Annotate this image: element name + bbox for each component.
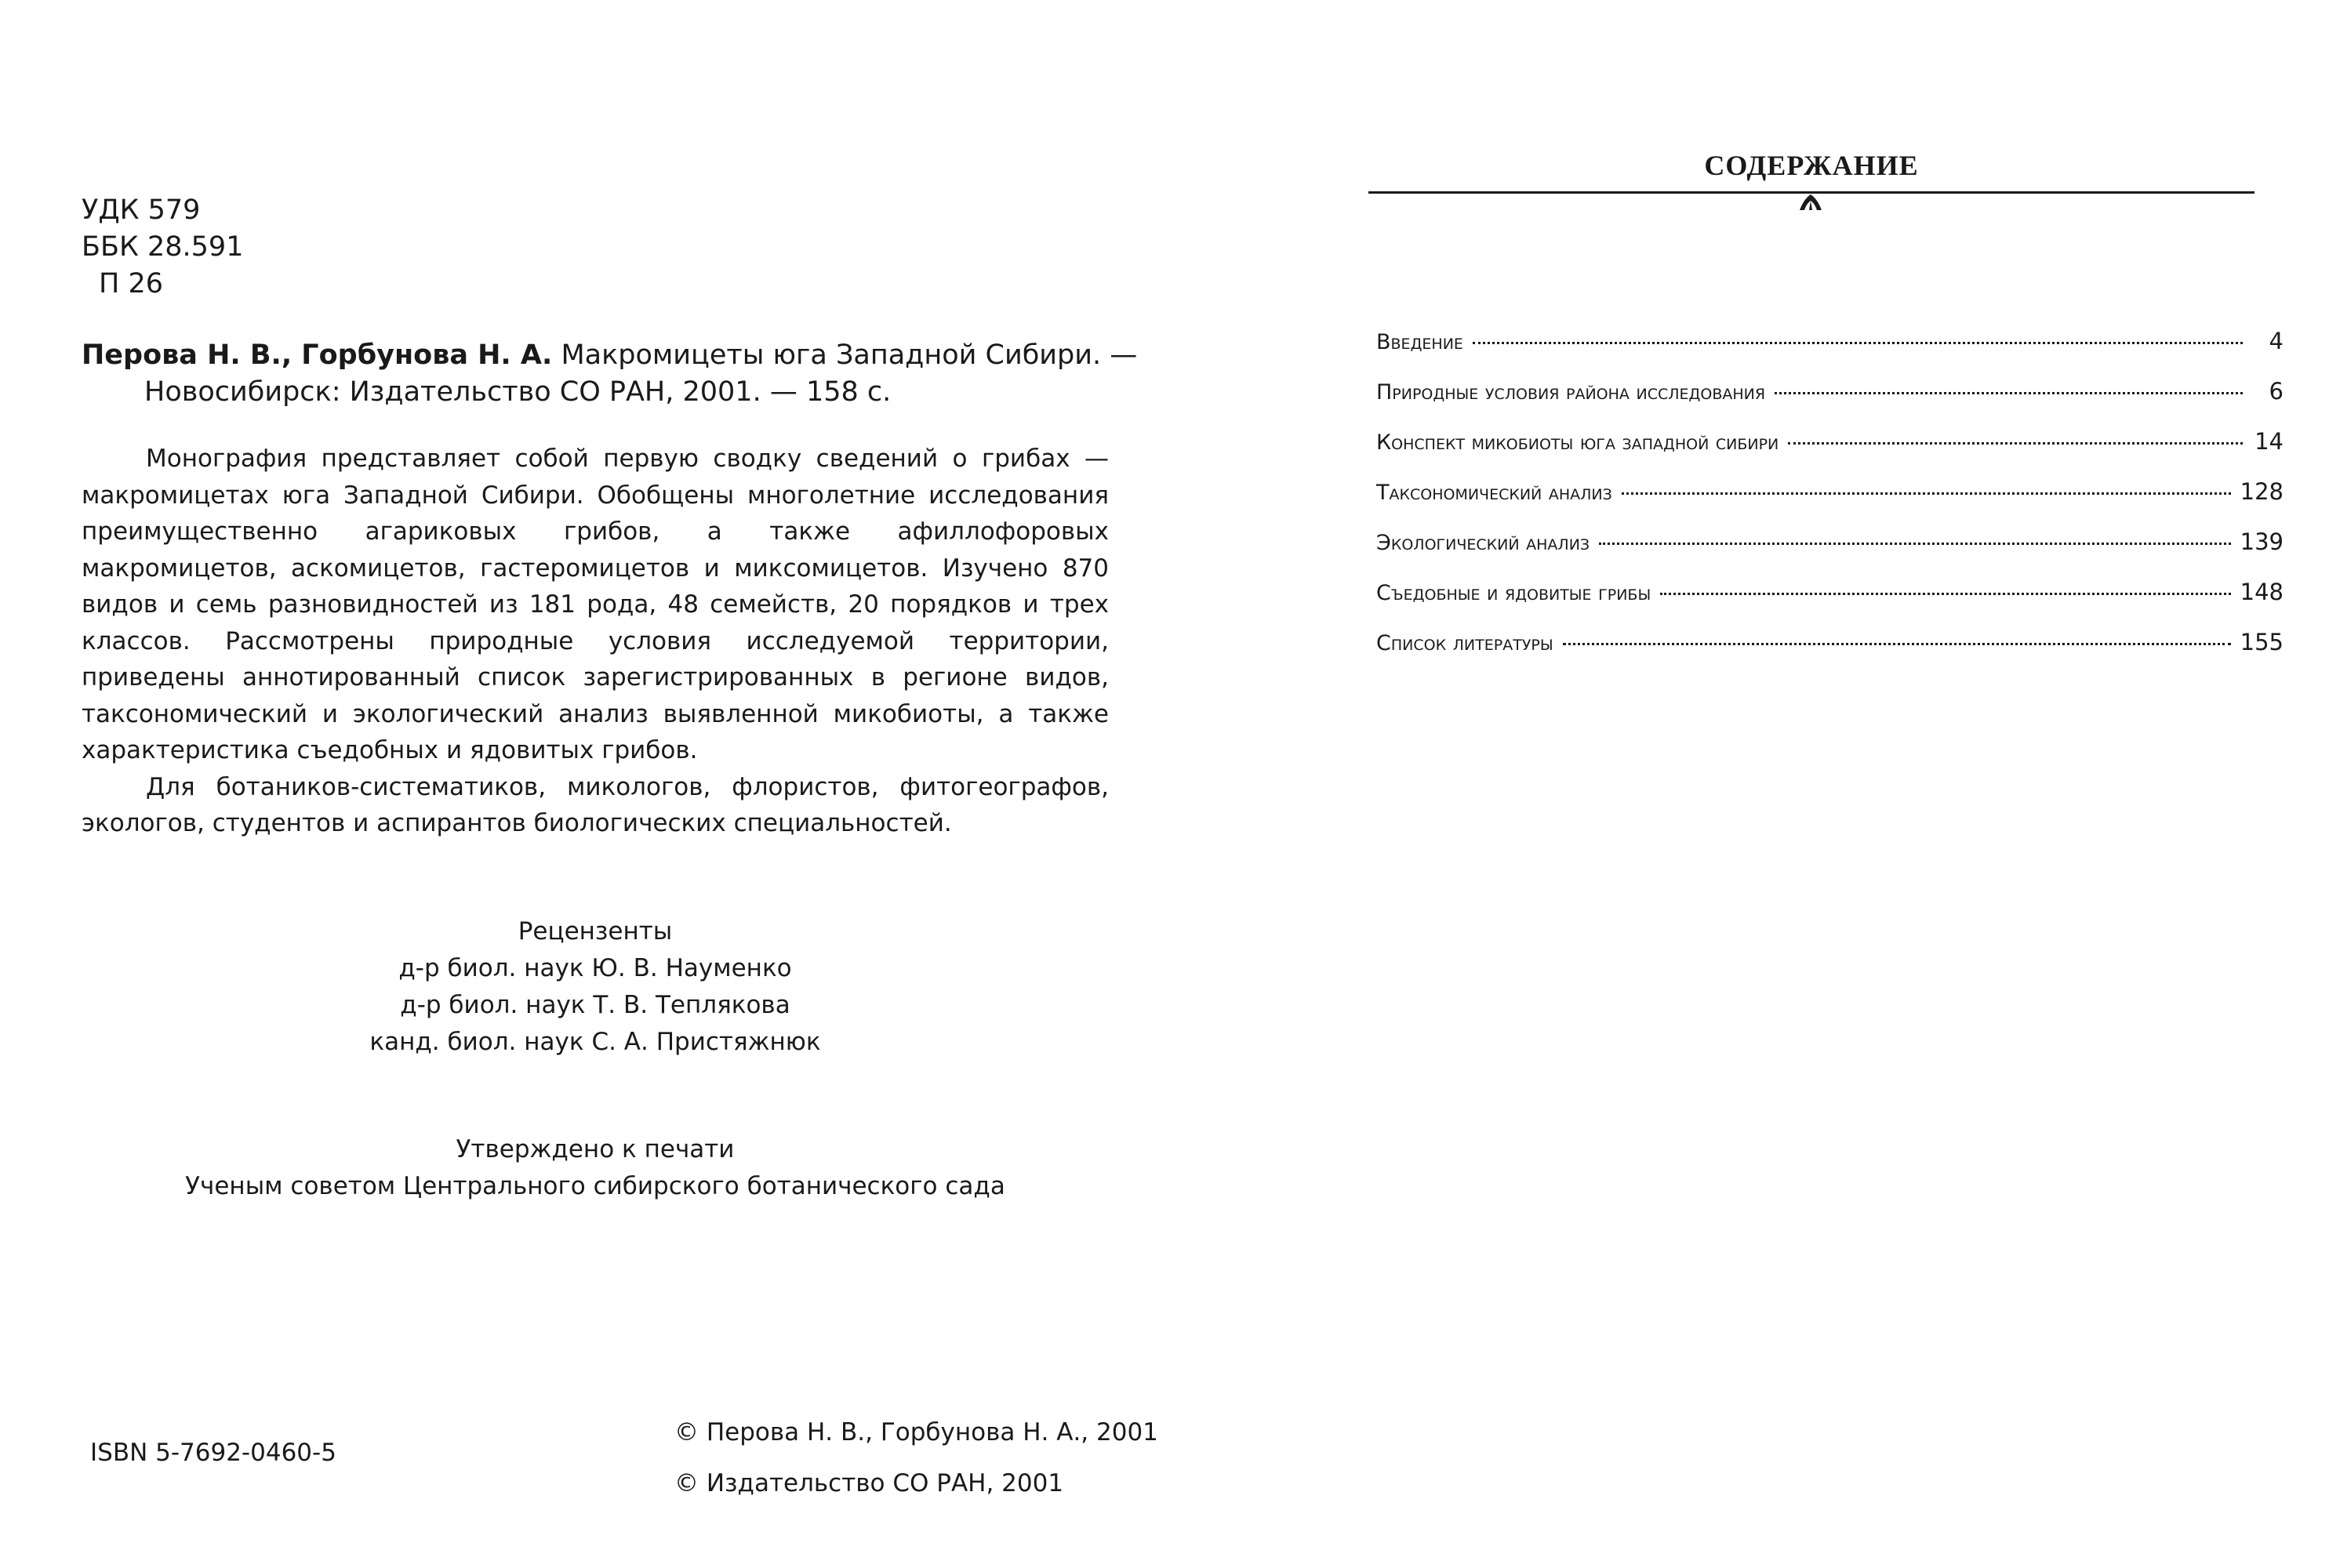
toc-entry-label: Список литературы [1376, 631, 1553, 655]
biblio-authors: Перова Н. В., Горбунова Н. А. [82, 339, 553, 371]
reviewer-name: канд. биол. наук С. А. Пристяжнюк [369, 1028, 821, 1056]
abstract [82, 441, 1109, 842]
udk-code: УДК 579 [82, 194, 201, 226]
copyright-publisher: © Издательство СО РАН, 2001 [674, 1469, 1064, 1497]
biblio-imprint: Новосибирск: Издательство СО РАН, 2001. — 158 с. [144, 376, 892, 408]
reviewers-block [82, 913, 1109, 1061]
copyright-block [674, 1407, 1158, 1509]
biblio-title: Макромицеты юга Западной Сибири. — [561, 339, 1138, 371]
leaf-ornament-icon [1795, 193, 1826, 212]
toc-leader-dots [1775, 392, 2243, 394]
abstract-paragraph: Для ботаников-систематиков, микологов, флористов, фитогеографов, экологов, студентов и аспирантов биологических специальностей. [82, 772, 1109, 837]
toc-entry-label: Природные условия района исследования [1376, 380, 1766, 405]
toc-leader-dots [1660, 593, 2230, 595]
toc-leader-dots [1622, 492, 2231, 495]
toc-entry-taxonomic-analysis[interactable] [1376, 478, 2284, 522]
toc-page-number: 14 [2255, 428, 2284, 455]
toc-page-number: 4 [2269, 328, 2284, 354]
toc-entry-label: Съедобные и ядовитые грибы [1376, 581, 1651, 605]
bbk-code: ББК 28.591 [82, 231, 244, 263]
isbn: ISBN 5-7692-0460-5 [90, 1439, 336, 1467]
toc-entry-edible-poisonous[interactable] [1376, 579, 2284, 622]
toc-page-number: 155 [2240, 629, 2284, 655]
bibliographic-record [82, 337, 1138, 411]
toc-entry-introduction[interactable] [1376, 328, 2284, 372]
approval-block [82, 1131, 1109, 1205]
approval-line: Утверждено к печати [456, 1135, 735, 1163]
author-mark: П 26 [99, 268, 163, 299]
table-of-contents [1376, 328, 2284, 673]
toc-leader-dots [1788, 442, 2243, 445]
toc-entry-label: Таксономический анализ [1376, 481, 1612, 505]
reviewer-name: д-р биол. наук Т. В. Теплякова [400, 991, 790, 1019]
toc-leader-dots [1473, 342, 2243, 344]
toc-leader-dots [1599, 543, 2231, 545]
toc-page-number: 128 [2240, 478, 2284, 505]
toc-page-number: 6 [2269, 378, 2284, 405]
toc-entry-references[interactable] [1376, 629, 2284, 673]
contents-title: СОДЕРЖАНИЕ [1704, 150, 1919, 181]
approval-council: Ученым советом Центрального сибирского ботанического сада [185, 1172, 1005, 1200]
toc-entry-label: Конспект микобиоты юга западной сибири [1376, 430, 1779, 455]
toc-entry-mycobiota-synopsis[interactable] [1376, 428, 2284, 472]
toc-entry-ecological-analysis[interactable] [1376, 528, 2284, 572]
toc-entry-label: Экологический анализ [1376, 531, 1590, 555]
left-page [0, 0, 1164, 1568]
toc-entry-label: Введение [1376, 330, 1463, 354]
abstract-paragraph: Монография представляет собой первую сводку сведений о грибах — макромицетах юга Западной Сибири. Обобщены многолетние исследования преимущественно агариковых грибов, а также афиллофоровых макромицетов, аскомицетов, гастеромицетов и миксомицетов. Изучено 870 видов и семь разновидностей из 181 рода, 48 семейств, 20 порядков и трех классов. Рассмотрены природные условия исследуемой территории, приведены аннотированный список зарегистрированных в регионе видов, таксономический и экологический анализ выявленной микобиоты, а также характеристика съедобных и ядовитых грибов. [82, 445, 1109, 764]
reviewers-heading: Рецензенты [518, 917, 673, 946]
copyright-authors: © Перова Н. В., Горбунова Н. А., 2001 [674, 1418, 1158, 1446]
toc-entry-natural-conditions[interactable] [1376, 378, 2284, 422]
toc-page-number: 148 [2240, 579, 2284, 605]
classification-codes [82, 192, 243, 303]
toc-page-number: 139 [2240, 528, 2284, 555]
reviewer-name: д-р биол. наук Ю. В. Науменко [398, 954, 792, 982]
toc-leader-dots [1563, 643, 2231, 645]
